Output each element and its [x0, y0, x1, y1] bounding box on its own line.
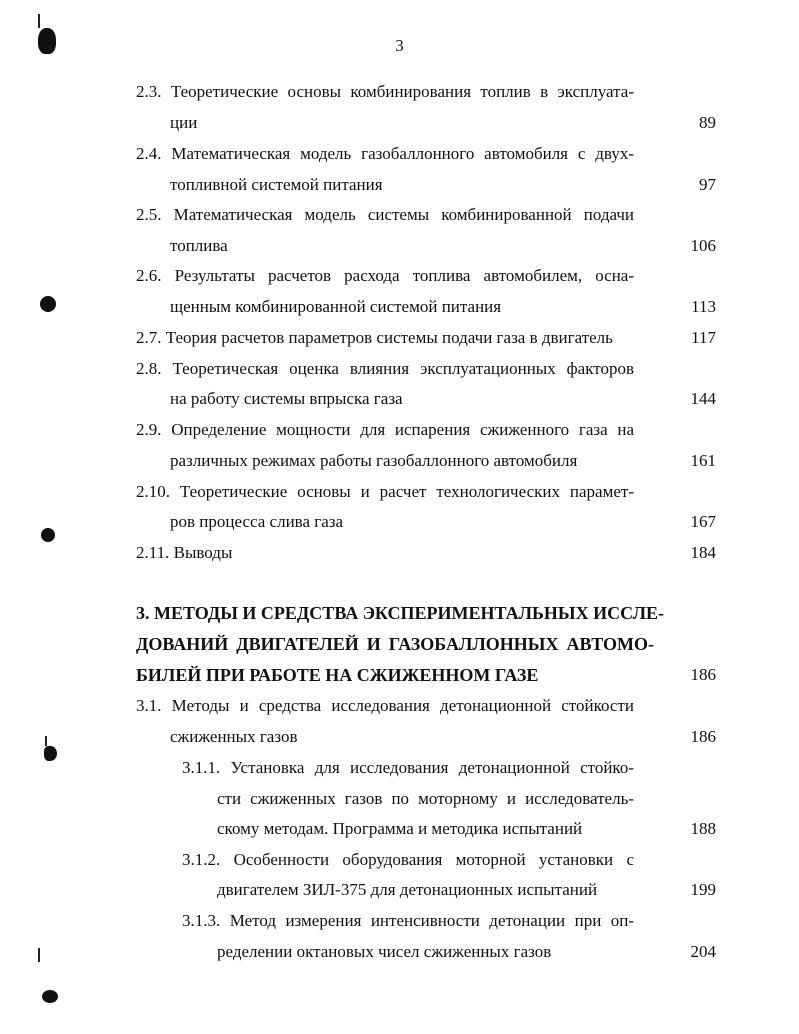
- binding-hole-mark: [42, 990, 58, 1003]
- chapter-3-page: 186: [690, 665, 716, 684]
- toc-entry-3-1-3-page: 204: [690, 942, 716, 961]
- toc-entry-2-8-line-2: на работу системы впрыска газа: [170, 389, 403, 408]
- toc-entry-2-4-page: 97: [699, 175, 716, 194]
- toc-entry-2-10-line-1: 2.10. Теоретические основы и расчет технологических парамет-: [136, 482, 634, 501]
- toc-entry-2-7-page: 117: [691, 328, 716, 347]
- toc-entry-2-4-line-1: 2.4. Математическая модель газобаллонного автомобиля с двух-: [136, 144, 634, 163]
- toc-entry-2-10-line-2: ров процесса слива газа: [170, 512, 344, 531]
- toc-entry-2-7-line-1: 2.7. Теория расчетов параметров системы подачи газа в двигатель: [136, 328, 613, 347]
- toc-entry-3-1-2-line-1: 3.1.2. Особенности оборудования моторной установки с: [182, 850, 634, 869]
- toc-entry-3-1-3-line-2: ределении октановых чисел сжиженных газов: [217, 942, 552, 961]
- toc-entry-3-1-1-line-3: скому методам. Программа и методика испытаний: [217, 819, 583, 838]
- toc-entry-3-1-2-page: 199: [690, 880, 716, 899]
- toc-entry-3-1-3-line-1: 3.1.3. Метод измерения интенсивности детонации при оп-: [182, 911, 634, 930]
- scan-artifact-mark: [45, 736, 47, 746]
- toc-entry-2-9-line-2: различных режимах работы газобаллонного автомобиля: [170, 451, 578, 470]
- toc-entry-2-8-page: 144: [690, 389, 716, 408]
- toc-entry-2-5-page: 106: [690, 236, 716, 255]
- toc-entry-3-1-page: 186: [690, 727, 716, 746]
- toc-entry-2-9-page: 161: [690, 451, 716, 470]
- toc-entry-2-6-line-2: щенным комбинированной системой питания: [170, 297, 502, 316]
- page-number: 3: [395, 36, 404, 55]
- toc-entry-3-1-1-page: 188: [690, 819, 716, 838]
- toc-entry-2-5-line-2: топлива: [170, 236, 228, 255]
- binding-hole-mark: [38, 28, 56, 54]
- toc-entry-2-6-page: 113: [691, 297, 716, 316]
- toc-entry-2-11-line-1: 2.11. Выводы: [136, 543, 233, 562]
- binding-hole-mark: [40, 296, 56, 312]
- toc-entry-2-11-page: 184: [690, 543, 716, 562]
- toc-entry-2-3-page: 89: [699, 113, 716, 132]
- toc-entry-2-4-line-2: топливной системой питания: [170, 175, 383, 194]
- toc-entry-2-9-line-1: 2.9. Определение мощности для испарения сжиженного газа на: [136, 420, 634, 439]
- toc-entry-3-1-line-2: сжиженных газов: [170, 727, 298, 746]
- toc-entry-3-1-2-line-2: двигателем ЗИЛ-375 для детонационных испытаний: [217, 880, 598, 899]
- chapter-3-heading-line-1: 3. МЕТОДЫ И СРЕДСТВА ЭКСПЕРИМЕНТАЛЬНЫХ ИССЛЕ-: [136, 603, 665, 623]
- binding-hole-mark: [41, 528, 55, 542]
- scan-artifact-mark: [38, 948, 40, 962]
- toc-entry-3-1-1-line-2: сти сжиженных газов по моторному и исследователь-: [217, 789, 634, 808]
- scan-artifact-mark: [38, 14, 40, 28]
- toc-entry-2-8-line-1: 2.8. Теоретическая оценка влияния эксплуатационных факторов: [136, 359, 634, 378]
- toc-entry-2-6-line-1: 2.6. Результаты расчетов расхода топлива автомобилем, осна-: [136, 266, 634, 285]
- toc-entry-2-10-page: 167: [690, 512, 716, 531]
- toc-entry-3-1-1-line-1: 3.1.1. Установка для исследования детонационной стойко-: [182, 758, 634, 777]
- chapter-3-heading-line-3: БИЛЕЙ ПРИ РАБОТЕ НА СЖИЖЕННОМ ГАЗЕ: [136, 665, 539, 685]
- toc-entry-2-5-line-1: 2.5. Математическая модель системы комбинированной подачи: [136, 205, 634, 224]
- toc-entry-2-3-line-1: 2.3. Теоретические основы комбинирования топлив в эксплуата-: [136, 82, 634, 101]
- binding-hole-mark: [44, 746, 57, 761]
- chapter-3-heading-line-2: ДОВАНИЙ ДВИГАТЕЛЕЙ И ГАЗОБАЛЛОННЫХ АВТОМО-: [136, 634, 654, 654]
- toc-entry-2-3-line-2: ции: [170, 113, 198, 132]
- toc-entry-3-1-line-1: 3.1. Методы и средства исследования детонационной стойкости: [136, 696, 634, 715]
